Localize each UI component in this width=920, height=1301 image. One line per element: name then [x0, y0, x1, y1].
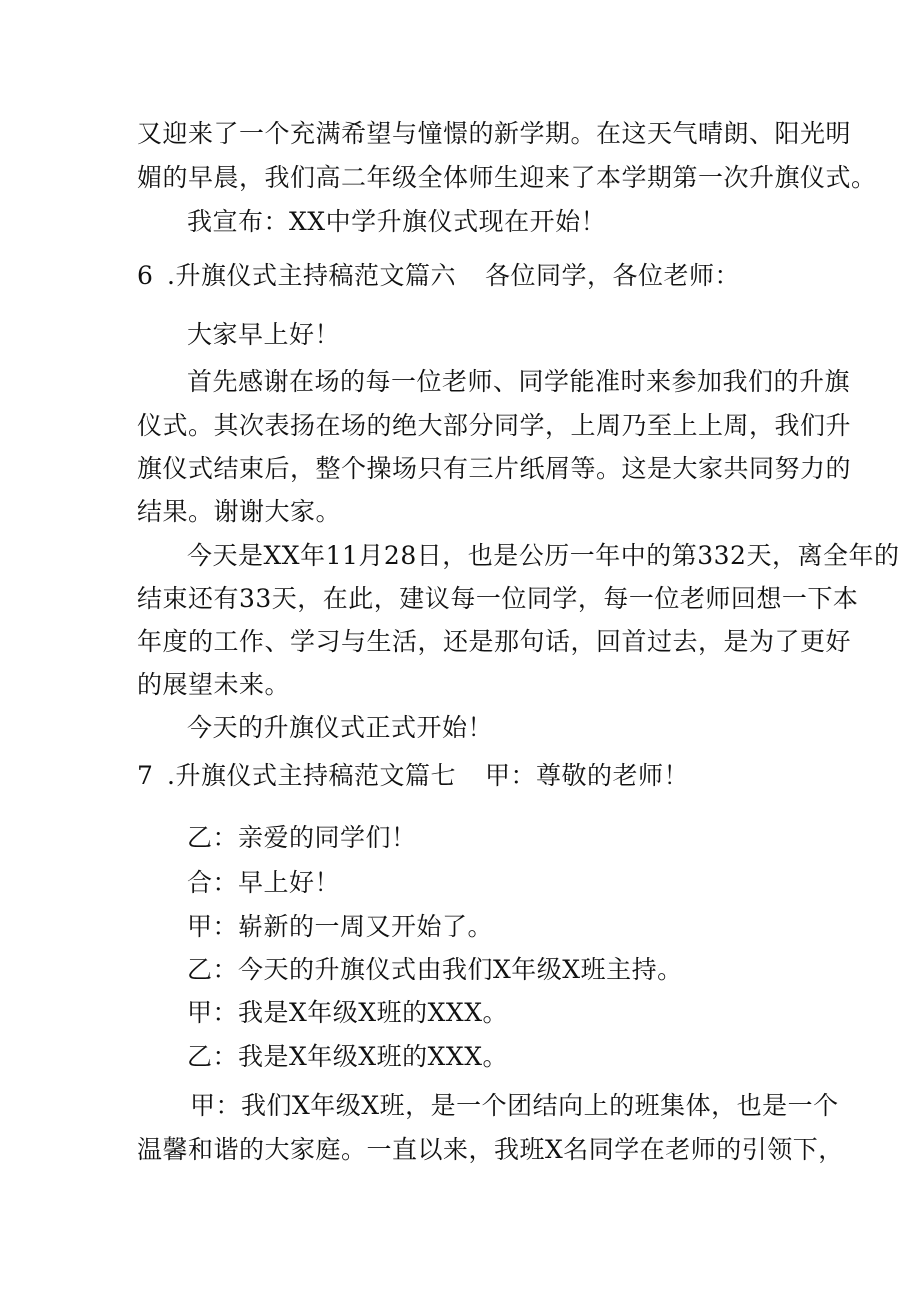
section-7-line-7: 甲：我们X年级X班，是一个团结向上的班集体，也是一个: [190, 1091, 839, 1120]
section-6-line-4: 旗仪式结束后，整个操场只有三片纸屑等。这是大家共同努力的: [137, 454, 852, 483]
section-6-line-3: 仪式。其次表扬在场的绝大部分同学，上周乃至上上周，我们升: [137, 411, 852, 440]
section-6-line-7: 结束还有33天，在此，建议每一位同学，每一位老师回想一下本: [137, 584, 859, 613]
section-7-heading: [137, 759, 689, 793]
section-7-number: 7: [137, 761, 154, 790]
section-6-line-6: 今天是XX年11月28日，也是公历一年中的第332天，离全年的: [187, 541, 900, 570]
section-7-line-4: 乙：今天的升旗仪式由我们X年级X班主持。: [187, 955, 683, 984]
section-6-line-8: 年度的工作、学习与生活，还是那句话，回首过去，是为了更好: [137, 627, 852, 656]
section-7-opening: 甲：尊敬的老师！: [485, 761, 690, 790]
section-7-line-1: 乙：亲爱的同学们！: [187, 823, 417, 852]
section-6-line-9: 的展望未来。: [137, 670, 291, 699]
section-6-title: .升旗仪式主持稿范文篇六: [167, 261, 456, 290]
section-6-line-5: 结果。谢谢大家。: [137, 497, 342, 526]
intro-line-1: 又迎来了一个充满希望与憧憬的新学期。在这天气晴朗、阳光明: [137, 119, 852, 148]
section-7-title: .升旗仪式主持稿范文篇七: [167, 761, 456, 790]
section-7-line-3: 甲：崭新的一周又开始了。: [187, 912, 494, 941]
intro-line-3: 我宣布：XX中学升旗仪式现在开始！: [187, 207, 607, 236]
section-7-line-6: 乙：我是X年级X班的XXX。: [187, 1042, 508, 1071]
intro-line-2: 媚的早晨，我们高二年级全体师生迎来了本学期第一次升旗仪式。: [137, 163, 877, 192]
section-6-line-10: 今天的升旗仪式正式开始！: [187, 713, 494, 742]
section-6-number: 6: [137, 261, 154, 290]
section-7-line-2: 合：早上好！: [187, 868, 341, 897]
section-6-line-1: 大家早上好！: [187, 320, 341, 349]
section-6-heading: [137, 259, 740, 293]
section-6-line-2: 首先感谢在场的每一位老师、同学能准时来参加我们的升旗: [187, 367, 851, 396]
section-7-line-5: 甲：我是X年级X班的XXX。: [187, 998, 508, 1027]
section-7-line-8: 温馨和谐的大家庭。一直以来，我班X名同学在老师的引领下，: [137, 1135, 844, 1164]
section-6-opening: 各位同学，各位老师：: [485, 261, 741, 290]
